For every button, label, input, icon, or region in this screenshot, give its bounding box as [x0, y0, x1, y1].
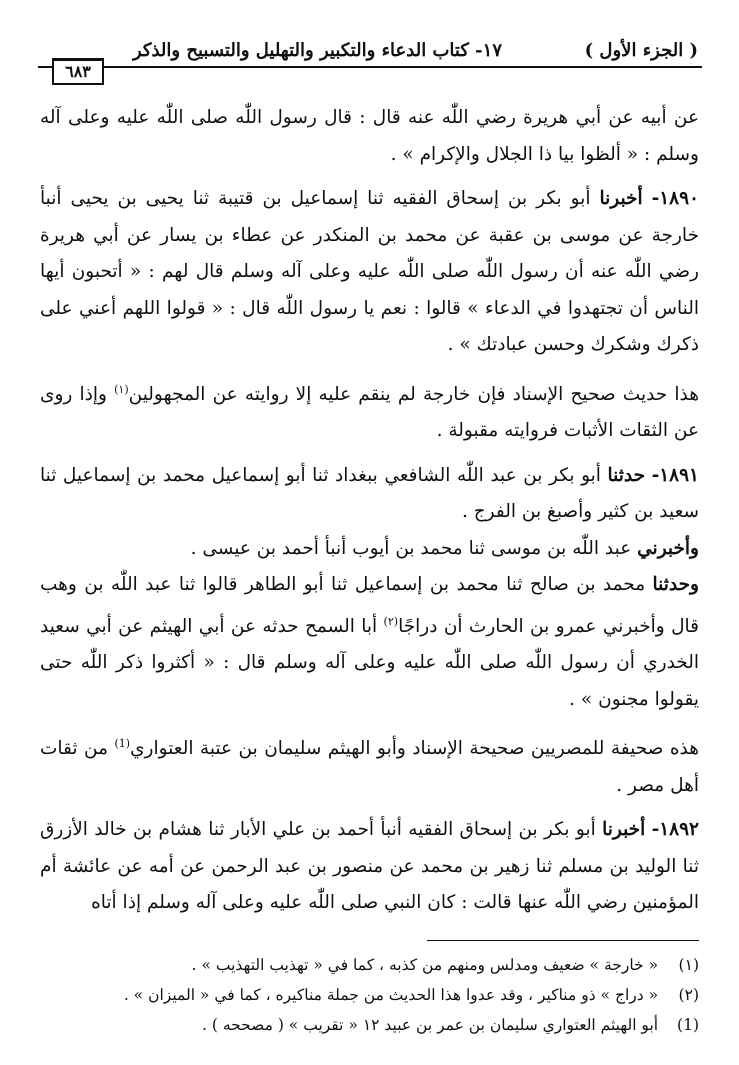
- footnote: [40, 980, 699, 1010]
- paragraph-text: هذه صحيفة للمصريين صحيحة الإسناد وأبو الهيثم سليمان بن عتبة العتواري: [130, 738, 699, 760]
- paragraph: [40, 726, 699, 804]
- paragraph-text: أبو بكر بن إسحاق الفقيه ثنا إسماعيل بن قتيبة ثنا يحيى بن يحيى أنبأ خارجة عن موسى بن عقبة عن محمد بن المنكدر عن عطاء بن يسار عن أبي هريرة رضي اللّٰه عنه أن رسول اللّٰه صلى اللّٰه عليه وعلى آله وسلم قال لهم : « أتحبون أيها الناس أن تجتهدوا في الدعاء » قالوا : نعم يا رسول اللّٰه قال : « قولوا اللهم أعني على ذكرك وشكرك وحسن عبادتك » .: [40, 188, 699, 355]
- footnote-number: (٢): [678, 986, 699, 1004]
- narration-keyword: حدثنا: [607, 464, 646, 486]
- paragraph: [40, 372, 699, 450]
- hadith-number: ١٨٩١-: [651, 464, 699, 486]
- footnote-ref: (1): [114, 737, 131, 751]
- footnotes: [40, 950, 699, 1040]
- paragraph: [40, 100, 699, 173]
- footnote-ref: (٢): [383, 614, 399, 628]
- hadith-1891: [40, 458, 699, 531]
- paragraph-text: وإذا روى عن الثقات الأثبات فروايته مقبولة .: [40, 383, 699, 442]
- page-number: ٦٨٣: [52, 58, 104, 85]
- paragraph-text: من ثقات أهل مصر .: [40, 738, 699, 796]
- volume-label: ( الجزء الأول ): [584, 40, 698, 61]
- main-text: [40, 100, 699, 922]
- footnote: [40, 950, 699, 980]
- paragraph: [40, 567, 699, 718]
- paragraph: [40, 531, 699, 568]
- hadith-1892: [40, 812, 699, 922]
- footnote-text: أبو الهيثم العتواري سليمان بن عمر بن عبيد ١٢ « تقريب » ( مصححه ) .: [202, 1016, 659, 1034]
- footnote-divider: [427, 940, 699, 941]
- paragraph-text: أبو بكر بن عبد اللّٰه الشافعي ببغداد ثنا أبو إسماعيل محمد بن إسماعيل ثنا سعيد بن كثير وأصبغ بن الفرج .: [40, 464, 699, 523]
- narration-keyword: أخبرنا: [602, 819, 646, 841]
- footnote: [40, 1010, 699, 1040]
- paragraph-text: محمد بن صالح ثنا محمد بن إسماعيل ثنا أبو الطاهر قالوا ثنا عبد اللّٰه بن وهب قال وأخبرني عمرو بن الحارث أن دراجًا: [40, 574, 699, 637]
- narration-keyword: أخبرنا: [599, 188, 643, 209]
- footnote-ref: (١): [114, 382, 129, 396]
- footnote-number: (1): [677, 1016, 699, 1034]
- narration-keyword: وأخبرني: [637, 537, 699, 559]
- chapter-title: ١٧- كتاب الدعاء والتكبير والتهليل والتسبيح والذكر: [132, 40, 502, 61]
- narration-keyword: وحدثنا: [652, 574, 699, 596]
- paragraph-text: هذا حديث صحيح الإسناد فإن خارجة لم ينقم عليه إلا روايته عن المجهولين: [128, 383, 699, 405]
- paragraph-text: أبا السمح حدثه عن أبي الهيثم عن أبي سعيد الخدري أن رسول اللّٰه صلى اللّٰه عليه وعلى آله وسلم قال : « أكثروا ذكر اللّٰه حتى يقولوا مجنون » .: [40, 615, 699, 710]
- paragraph-text: عبد اللّٰه بن موسى ثنا محمد بن أيوب أنبأ أحمد بن عيسى .: [190, 537, 632, 559]
- paragraph-text: أبو بكر بن إسحاق الفقيه أنبأ أحمد بن علي الأبار ثنا هشام بن خالد الأزرق ثنا الوليد بن مسلم ثنا زهير بن محمد عن منصور بن عبد الرحمن عن أمه عن عائشة أم المؤمنين رضي اللّٰه عنها قالت : كان النبي صلى اللّٰه عليه وعلى آله وسلم إذا أتاه: [40, 819, 699, 914]
- paragraph-text: عن أبيه عن أبي هريرة رضي اللّٰه عنه قال : قال رسول اللّٰه صلى اللّٰه عليه وعلى آله وسلم : « ألظوا بيا ذا الجلال والإكرام » .: [40, 107, 699, 165]
- page-header: [38, 34, 702, 68]
- hadith-1890: [40, 181, 699, 364]
- hadith-number: ١٨٩٢-: [651, 819, 699, 841]
- hadith-number: ١٨٩٠-: [651, 188, 699, 209]
- footnote-text: « خارجة » ضعيف ومدلس ومنهم من كذبه ، كما في « تهذيب التهذيب » .: [191, 956, 659, 974]
- footnote-text: « دراج » ذو مناكير ، وقد عدوا هذا الحديث من جملة مناكيره ، كما في « الميزان » .: [123, 986, 659, 1004]
- footnote-number: (١): [678, 956, 699, 974]
